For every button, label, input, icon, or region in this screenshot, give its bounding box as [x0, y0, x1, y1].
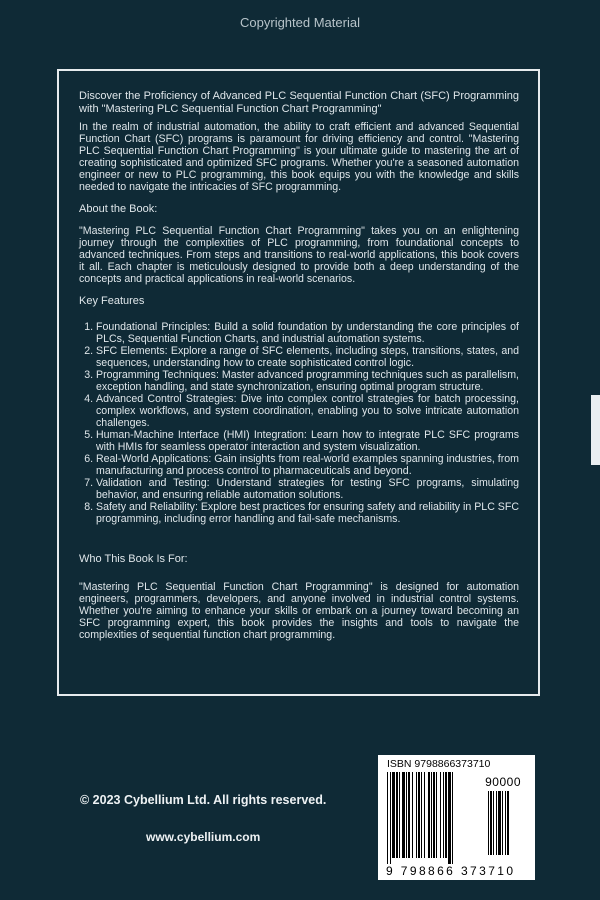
features-heading: Key Features — [79, 295, 145, 307]
price-code: 90000 — [485, 775, 521, 789]
addon-barcode-graphic — [488, 791, 528, 855]
about-paragraph: "Mastering PLC Sequential Function Chart Programming" takes you on an enlightening journey through the complexities of PLC programming, from foundational concepts to advanced techniques. From steps and transitions to real-world applications, this book covers it all. Each chapter is meticulously designed to provide both a deep understanding of the concepts and practical applications in real-world scenarios. — [79, 225, 519, 285]
headline: Discover the Proficiency of Advanced PLC Sequential Function Chart (SFC) Programming with "Mastering PLC Sequential Function Chart Programming" — [79, 90, 519, 115]
about-heading: About the Book: — [79, 203, 158, 215]
who-heading: Who This Book Is For: — [79, 553, 188, 565]
watermark: Copyrighted Material — [240, 15, 360, 30]
features-list — [79, 321, 519, 525]
page-edge — [591, 395, 600, 465]
feature-item: 2. SFC Elements: Explore a range of SFC elements, including steps, transitions, states, and sequences, understanding how to create sophisticated control logic. — [96, 345, 519, 369]
website-link[interactable]: www.cybellium.com — [146, 830, 261, 844]
copyright-notice: © 2023 Cybellium Ltd. All rights reserved. — [80, 793, 327, 807]
back-cover-text — [79, 90, 519, 647]
isbn-barcode-box — [378, 755, 535, 880]
who-paragraph: "Mastering PLC Sequential Function Chart Programming" is designed for automation engineers, programmers, developers, and anyone involved in industrial control systems. Whether you're aiming to enhance your skills or embark on a journey toward becoming an SFC programming expert, this book provides the insights and tools to navigate the complexities of sequential function chart programming. — [79, 581, 519, 641]
feature-item: 4. Advanced Control Strategies: Dive into complex control strategies for batch processing, complex workflows, and system coordination, enabling you to solve intricate automation challenges. — [96, 393, 519, 429]
barcode-graphic — [387, 772, 487, 864]
feature-item: 8. Safety and Reliability: Explore best practices for ensuring safety and reliability in PLC SFC programming, including error handling and fail-safe mechanisms. — [96, 501, 519, 525]
feature-item: 1. Foundational Principles: Build a solid foundation by understanding the core principles of PLCs, Sequential Function Charts, and industrial automation systems. — [96, 321, 519, 345]
feature-item: 7. Validation and Testing: Understand strategies for testing SFC programs, simulating behavior, and ensuring reliable automation solutions. — [96, 477, 519, 501]
feature-item: 5. Human-Machine Interface (HMI) Integration: Learn how to integrate PLC SFC programs with HMIs for seamless operator interaction and system visualization. — [96, 429, 519, 453]
intro-paragraph: In the realm of industrial automation, the ability to craft efficient and advanced Sequential Function Chart (SFC) programs is paramount for driving efficiency and control. "Mastering PLC Sequential Function Chart Programming" is your ultimate guide to mastering the art of creating sophisticated and optimized SFC programs. Whether you're a seasoned automation engineer or new to PLC programming, this book equips you with the knowledge and skills needed to navigate the intricacies of SFC programming. — [79, 121, 519, 193]
feature-item: 3. Programming Techniques: Master advanced programming techniques such as parallelism, exception handling, and state synchronization, ensuring optimal program structure. — [96, 369, 519, 393]
isbn-label: ISBN 9798866373710 — [387, 758, 491, 770]
feature-item: 6. Real-World Applications: Gain insights from real-world examples spanning industries, from manufacturing and process control to pharmaceuticals and beyond. — [96, 453, 519, 477]
barcode-digits: 9 798866 373710 — [386, 864, 516, 878]
